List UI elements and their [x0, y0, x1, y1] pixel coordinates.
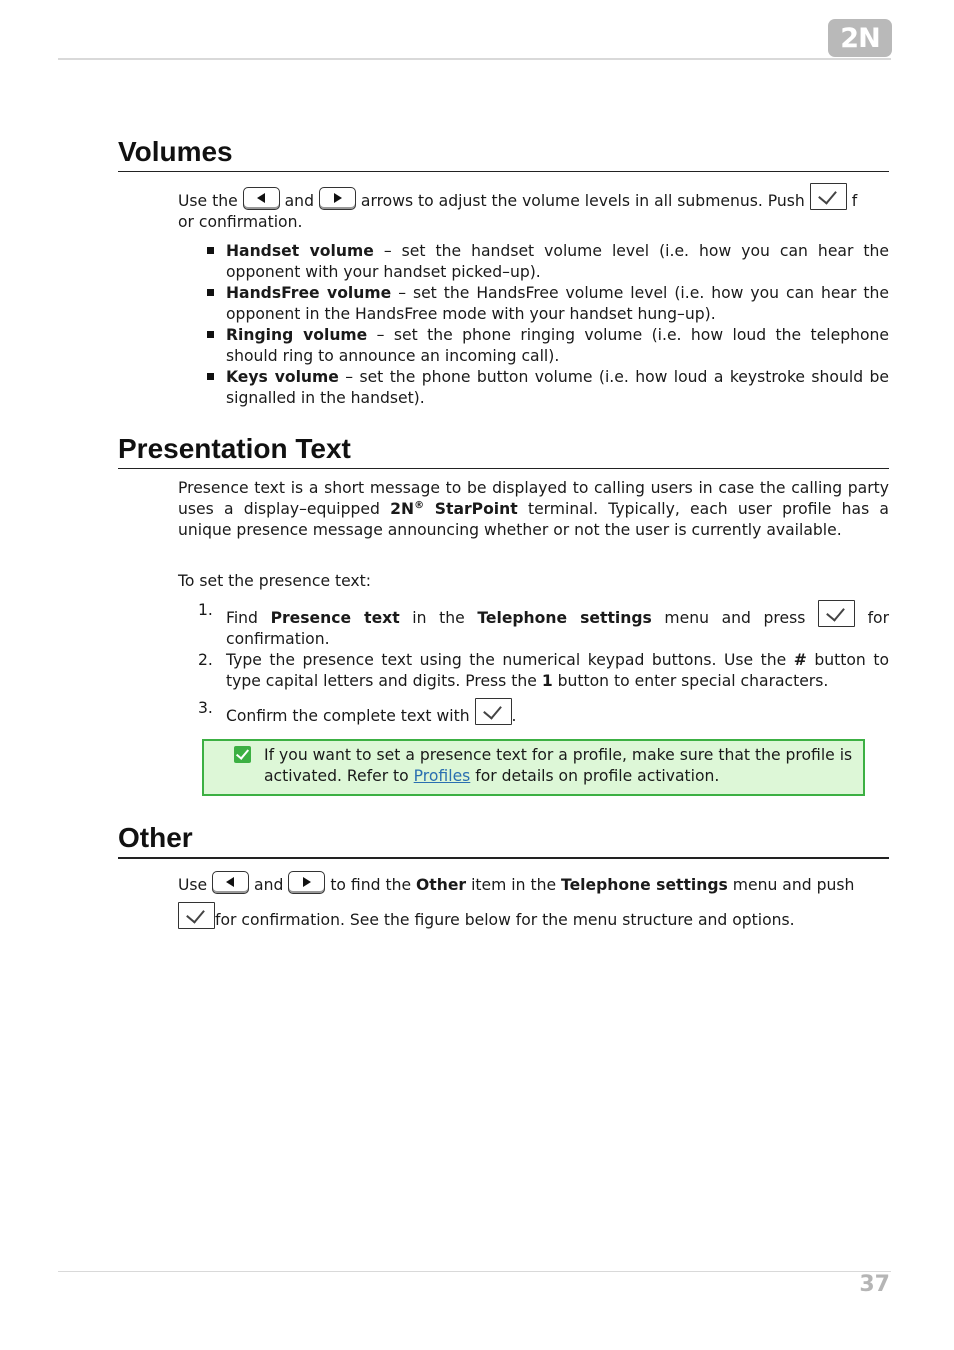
presentation-paragraph [178, 478, 889, 541]
term: 1 [541, 672, 553, 690]
profiles-link[interactable]: Profiles [413, 767, 471, 785]
list-item [204, 367, 889, 409]
text: button to enter special characters. [552, 672, 829, 690]
registered-mark: ® [414, 499, 425, 511]
section-title-other: Other [118, 822, 889, 859]
text: for confirmation. See the figure below for the menu structure and options. [215, 911, 795, 929]
term: Other [416, 876, 467, 894]
text: for details on profile activation. [470, 767, 720, 785]
term: Handset volume [226, 242, 374, 260]
text: to find the [325, 876, 417, 894]
section-title-presentation-text: Presentation Text [118, 433, 889, 469]
description: – set the handset volume level (i.e. how you can hear the opponent with your handset picked–up). [226, 242, 889, 281]
text: If you want to set a presence text for a profile, make sure that the profile is activated. Refer to [264, 746, 853, 785]
text: menu and press [651, 609, 818, 627]
left-arrow-key-icon [243, 187, 280, 210]
description: – set the phone button volume (i.e. how loud a keystroke should be signalled in the handset). [226, 368, 889, 407]
text: Find [226, 609, 271, 627]
term: Telephone settings [477, 609, 652, 627]
text: Presence text is a short message to be displayed to calling users in case the calling party uses a display–equipped [178, 479, 889, 518]
text: . [511, 707, 517, 725]
text: for confirmation. [226, 609, 890, 648]
description: – set the phone ringing volume (i.e. how loud the telephone should ring to announce an incoming call). [226, 326, 889, 365]
intro-text: f [851, 192, 858, 210]
step-number: 3. [198, 699, 213, 717]
intro-text: arrows to adjust the volume levels in all submenus. Push [360, 192, 805, 210]
bullet-icon [207, 247, 214, 254]
steps-list [196, 600, 889, 727]
text: and [249, 876, 289, 894]
term: # [793, 651, 807, 669]
other-paragraph [178, 868, 889, 937]
product-name: StarPoint [424, 500, 518, 518]
confirm-key-icon [810, 183, 847, 210]
2n-logo: 2N [828, 19, 892, 57]
list-item [204, 241, 889, 283]
text: Type the presence text using the numerical keypad buttons. Use the [226, 651, 794, 669]
term: HandsFree volume [226, 284, 392, 302]
note-text [264, 745, 854, 787]
text: menu and push [727, 876, 855, 894]
text: button to type capital letters and digits. Press the [226, 651, 889, 690]
bullet-icon [207, 289, 214, 296]
term: Keys volume [226, 368, 339, 386]
left-arrow-key-icon [212, 871, 249, 894]
term: Presence text [270, 609, 400, 627]
description: – set the HandsFree volume level (i.e. how you can hear the opponent in the HandsFree mode with your handset hung–up). [226, 284, 889, 323]
step-number: 2. [198, 651, 213, 669]
bullet-icon [207, 331, 214, 338]
footer-rule [58, 1271, 891, 1272]
list-item [204, 283, 889, 325]
volume-list [204, 241, 889, 409]
list-item [204, 325, 889, 367]
volumes-intro [178, 183, 889, 233]
step-item [196, 698, 889, 727]
text: item in the [466, 876, 562, 894]
step-item [196, 650, 889, 692]
text: in the [399, 609, 478, 627]
term: Ringing volume [226, 326, 368, 344]
note-box [202, 739, 865, 796]
step-item [196, 600, 889, 650]
section-title-volumes: Volumes [118, 136, 889, 172]
page-number: 37 [859, 1272, 890, 1297]
intro-text: and [284, 192, 314, 210]
intro-text: Use the [178, 192, 238, 210]
check-icon [234, 746, 251, 763]
term: Telephone settings [561, 876, 728, 894]
intro-text: or confirmation. [178, 213, 303, 231]
confirm-key-icon [818, 600, 855, 627]
right-arrow-key-icon [288, 871, 325, 894]
presentation-instruction: To set the presence text: [178, 572, 372, 590]
confirm-key-icon [178, 902, 215, 929]
right-arrow-key-icon [319, 187, 356, 210]
bullet-icon [207, 373, 214, 380]
brand: 2N [390, 500, 415, 518]
text: Confirm the complete text with [226, 707, 475, 725]
confirm-key-icon [475, 698, 512, 725]
header-rule [58, 58, 891, 60]
text: terminal. Typically, each user profile has a unique presence message announcing whether or not the user is currently available. [178, 500, 889, 539]
step-number: 1. [198, 601, 213, 619]
text: Use [178, 876, 213, 894]
